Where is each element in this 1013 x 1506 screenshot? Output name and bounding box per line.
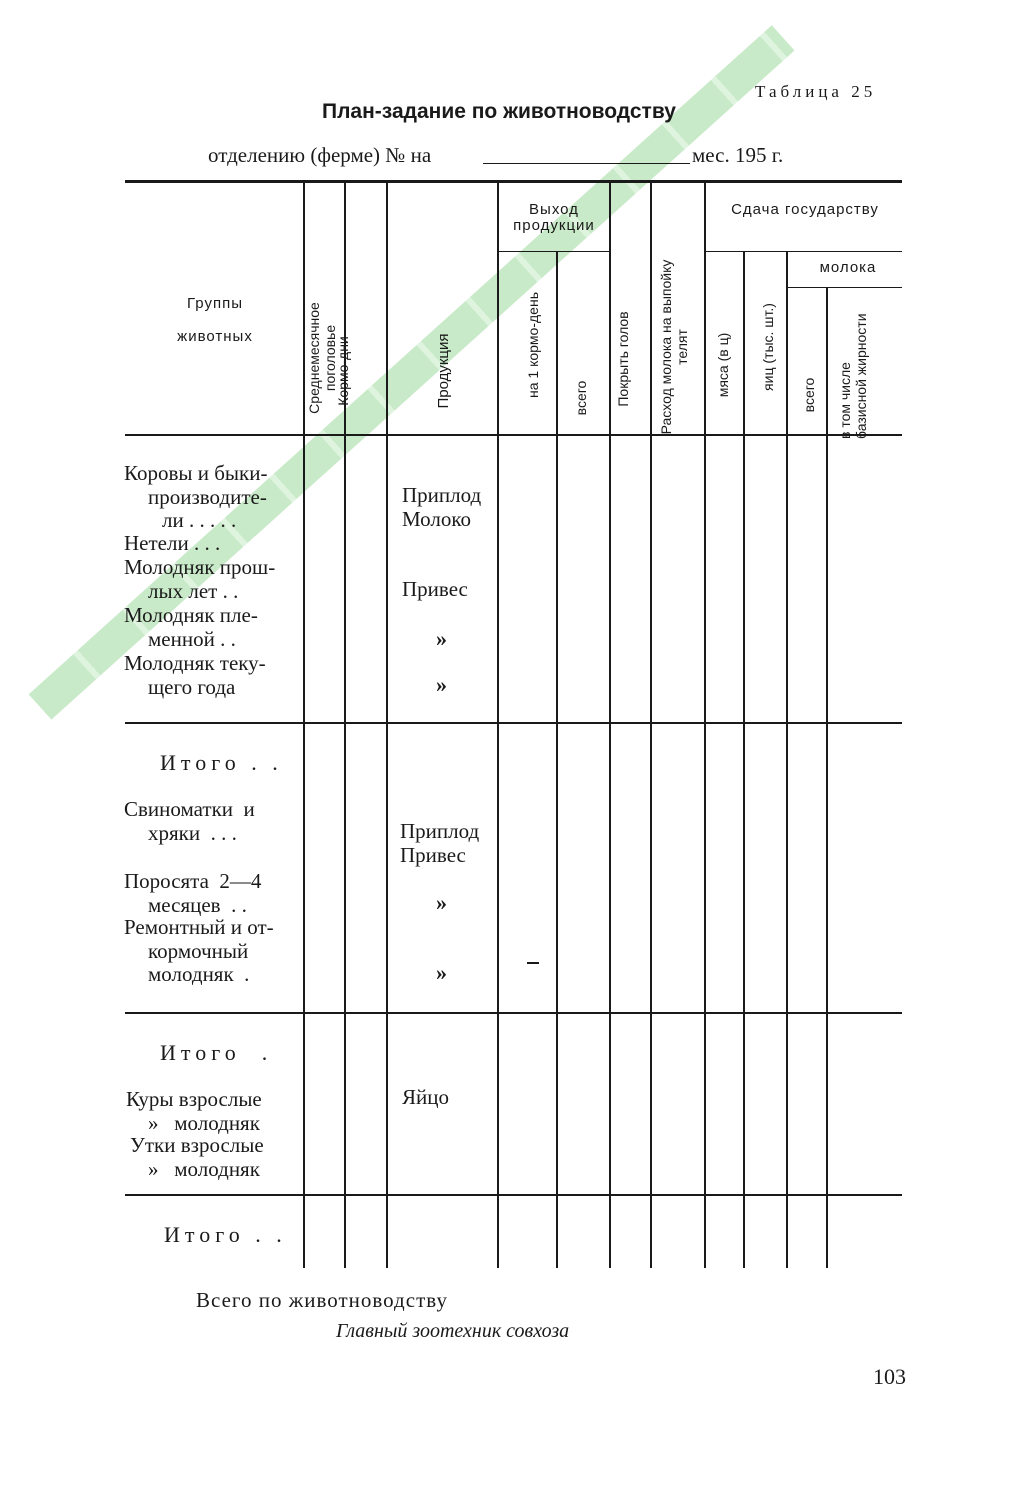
col-header-feed-days: Кормо-дни (335, 336, 351, 406)
delivery-subheader-rule (704, 251, 902, 252)
row-label-young-hens: » молодняк (148, 1111, 260, 1135)
row-label-sows: Свиноматки и хряки . . . (124, 797, 255, 845)
col-header-milk-calves: Расход молока на выпойку телят (658, 259, 690, 435)
col-line (386, 182, 388, 1268)
subtitle-left: отделению (ферме) № на (208, 143, 432, 167)
signature-line: Главный зоотехник совхоза (336, 1320, 570, 1342)
col-header-delivery: Сдача государству (731, 201, 879, 218)
row-label-ducks: Утки взрослые (130, 1133, 264, 1157)
product-ditto: » (436, 890, 447, 915)
col-header-cover: Покрыть голов (615, 311, 631, 407)
col-line (704, 182, 706, 1268)
row-label-young-current: Молодняк теку- щего года (124, 651, 266, 699)
row-label-piglets: Поросята 2—4 месяцев . . (124, 869, 262, 917)
col-line (497, 182, 499, 1268)
product-ditto: » (436, 960, 447, 985)
col-header-eggs: яиц (тыс. шт.) (760, 303, 776, 391)
section2-total: Итого . (160, 1040, 273, 1065)
grand-total: Всего по животноводству (196, 1288, 448, 1312)
product-eggs: Яйцо (402, 1085, 449, 1109)
dash-mark (527, 962, 539, 964)
output-subheader-rule (497, 251, 611, 252)
section1-total: Итого . . (160, 750, 283, 775)
blank-field-line (483, 163, 690, 164)
row-label-cows: Коровы и быки- производите- ли . . . . . (124, 461, 268, 532)
col-line (303, 182, 305, 1268)
product-milk: Молоко (402, 507, 471, 531)
col-header-avg-herd: Среднемесячное поголовье (306, 302, 338, 414)
col-header-milk-base-fat: в том числе базисной жирности (837, 313, 869, 439)
col-line (826, 288, 828, 1268)
row-label-young-ducks: » молодняк (148, 1157, 260, 1181)
col-line (556, 252, 558, 1268)
product-weight-gain: Привес (400, 843, 466, 867)
col-header-groups: Группы животных (177, 295, 253, 345)
product-ditto: » (436, 672, 447, 697)
col-header-product: Продукция (435, 333, 452, 409)
col-line (743, 252, 745, 1268)
col-line (786, 252, 788, 1268)
row-label-hens: Куры взрослые (126, 1087, 262, 1111)
col-header-output-total: всего (573, 380, 589, 416)
product-ditto: » (436, 626, 447, 651)
subtitle-right: мес. 195 г. (692, 143, 784, 167)
col-header-output: Выход продукции (513, 201, 595, 234)
col-header-meat: мяса (в ц) (715, 332, 731, 398)
col-line (650, 182, 652, 1268)
document-title: План-задание по животноводству (322, 100, 676, 123)
row-label-young-past: Молодняк прош- лых лет . . (124, 555, 276, 603)
row-label-fattening: Ремонтный и от- кормочный молодняк . (124, 915, 274, 986)
table-top-rule (125, 180, 902, 183)
row-label-heifers: Нетели . . . (124, 531, 221, 555)
section3-total: Итого . . (164, 1222, 287, 1247)
col-line (609, 182, 611, 1268)
milk-subheader-rule (786, 287, 902, 288)
page-number: 103 (873, 1364, 906, 1389)
table-label: Таблица 25 (755, 82, 877, 101)
product-offspring: Приплод (402, 483, 482, 507)
col-header-per-feed-day: на 1 кормо-день (525, 292, 541, 398)
product-offspring: Приплод (400, 819, 480, 843)
product-weight-gain: Привес (402, 577, 468, 601)
col-header-milk-total: всего (801, 377, 817, 413)
row-label-young-breeding: Молодняк пле- менной . . (124, 603, 258, 651)
col-header-milk: молока (819, 259, 877, 276)
